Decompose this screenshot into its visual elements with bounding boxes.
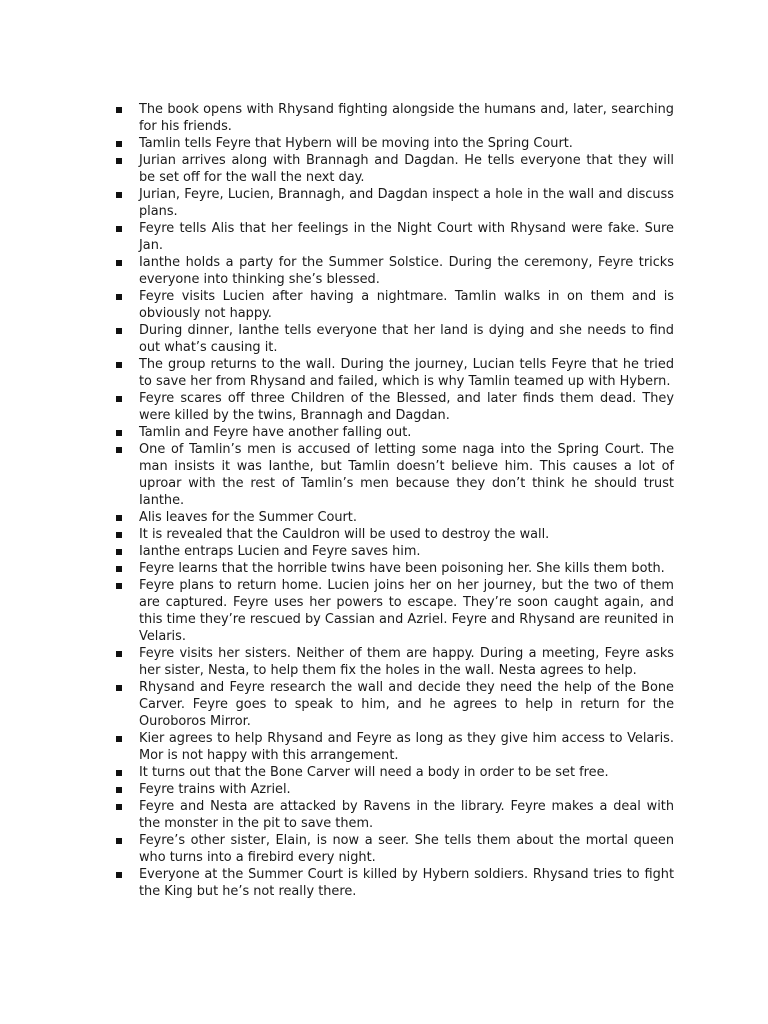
square-bullet-icon (116, 736, 122, 742)
square-bullet-icon (116, 260, 122, 266)
list-item-text: Everyone at the Summer Court is killed by Hybern soldiers. Rhysand tries to fight the King but he’s not really there. (139, 867, 674, 899)
square-bullet-icon (116, 651, 122, 657)
list-item (116, 390, 674, 424)
list-item (116, 730, 674, 764)
list-item (116, 798, 674, 832)
square-bullet-icon (116, 583, 122, 589)
list-item (116, 560, 674, 577)
list-item (116, 186, 674, 220)
list-item-text: It is revealed that the Cauldron will be used to destroy the wall. (139, 527, 550, 542)
square-bullet-icon (116, 158, 122, 164)
list-item (116, 781, 674, 798)
list-item (116, 526, 674, 543)
list-item-text: One of Tamlin’s men is accused of letting some naga into the Spring Court. The man insists it was Ianthe, but Tamlin doesn’t believe him. This causes a lot of uproar with the rest of Tamlin’s men because they don’t think he should trust Ianthe. (139, 442, 674, 508)
list-item (116, 866, 674, 900)
square-bullet-icon (116, 872, 122, 878)
list-item-text: Alis leaves for the Summer Court. (139, 510, 357, 525)
square-bullet-icon (116, 107, 122, 113)
list-item-text: Feyre tells Alis that her feelings in the Night Court with Rhysand were fake. Sure Jan. (139, 221, 674, 253)
list-item (116, 764, 674, 781)
list-item-text: Rhysand and Feyre research the wall and decide they need the help of the Bone Carver. Feyre goes to speak to him, and he agrees to help in return for the Ouroboros Mirror. (139, 680, 674, 729)
list-item-text: Tamlin tells Feyre that Hybern will be moving into the Spring Court. (139, 136, 573, 151)
list-item-text: The book opens with Rhysand fighting alongside the humans and, later, searching for his friends. (139, 102, 674, 134)
list-item (116, 645, 674, 679)
list-item (116, 832, 674, 866)
list-item-text: Feyre plans to return home. Lucien joins her on her journey, but the two of them are captured. Feyre uses her powers to escape. They’re soon caught again, and this time they’re rescued by Cassian and Azriel. Feyre and Rhysand are reunited in Velaris. (139, 578, 674, 644)
list-item-text: Feyre trains with Azriel. (139, 782, 291, 797)
plot-summary-list (116, 101, 674, 900)
list-item-text: During dinner, Ianthe tells everyone that her land is dying and she needs to find out what’s causing it. (139, 323, 674, 355)
list-item (116, 441, 674, 509)
list-item-text: Feyre visits her sisters. Neither of them are happy. During a meeting, Feyre asks her sister, Nesta, to help them fix the holes in the wall. Nesta agrees to help. (139, 646, 674, 678)
list-item-text: Tamlin and Feyre have another falling out. (139, 425, 412, 440)
list-item (116, 322, 674, 356)
list-item (116, 220, 674, 254)
list-item-text: Jurian, Feyre, Lucien, Brannagh, and Dagdan inspect a hole in the wall and discuss plans. (139, 187, 674, 219)
square-bullet-icon (116, 447, 122, 453)
list-item-text: The group returns to the wall. During the journey, Lucian tells Feyre that he tried to save her from Rhysand and failed, which is why Tamlin teamed up with Hybern. (139, 357, 674, 389)
list-item-text: Feyre learns that the horrible twins have been poisoning her. She kills them both. (139, 561, 665, 576)
square-bullet-icon (116, 532, 122, 538)
list-item (116, 543, 674, 560)
square-bullet-icon (116, 838, 122, 844)
square-bullet-icon (116, 328, 122, 334)
list-item-text: Ianthe entraps Lucien and Feyre saves him. (139, 544, 421, 559)
square-bullet-icon (116, 566, 122, 572)
list-item (116, 509, 674, 526)
square-bullet-icon (116, 770, 122, 776)
square-bullet-icon (116, 685, 122, 691)
list-item-text: Jurian arrives along with Brannagh and Dagdan. He tells everyone that they will be set off for the wall the next day. (139, 153, 674, 185)
square-bullet-icon (116, 787, 122, 793)
square-bullet-icon (116, 294, 122, 300)
square-bullet-icon (116, 396, 122, 402)
square-bullet-icon (116, 430, 122, 436)
list-item (116, 288, 674, 322)
list-item-text: It turns out that the Bone Carver will need a body in order to be set free. (139, 765, 609, 780)
square-bullet-icon (116, 141, 122, 147)
list-item (116, 356, 674, 390)
list-item (116, 679, 674, 730)
list-item-text: Feyre scares off three Children of the Blessed, and later finds them dead. They were killed by the twins, Brannagh and Dagdan. (139, 391, 674, 423)
square-bullet-icon (116, 549, 122, 555)
list-item (116, 135, 674, 152)
list-item (116, 424, 674, 441)
square-bullet-icon (116, 515, 122, 521)
list-item-text: Ianthe holds a party for the Summer Solstice. During the ceremony, Feyre tricks everyone into thinking she’s blessed. (139, 255, 674, 287)
square-bullet-icon (116, 362, 122, 368)
list-item-text: Feyre visits Lucien after having a nightmare. Tamlin walks in on them and is obviously not happy. (139, 289, 674, 321)
square-bullet-icon (116, 192, 122, 198)
square-bullet-icon (116, 804, 122, 810)
list-item (116, 254, 674, 288)
list-item-text: Kier agrees to help Rhysand and Feyre as long as they give him access to Velaris. Mor is not happy with this arrangement. (139, 731, 674, 763)
list-item (116, 152, 674, 186)
list-item (116, 101, 674, 135)
list-item-text: Feyre’s other sister, Elain, is now a seer. She tells them about the mortal queen who turns into a firebird every night. (139, 833, 674, 865)
list-item (116, 577, 674, 645)
list-item-text: Feyre and Nesta are attacked by Ravens in the library. Feyre makes a deal with the monster in the pit to save them. (139, 799, 674, 831)
square-bullet-icon (116, 226, 122, 232)
